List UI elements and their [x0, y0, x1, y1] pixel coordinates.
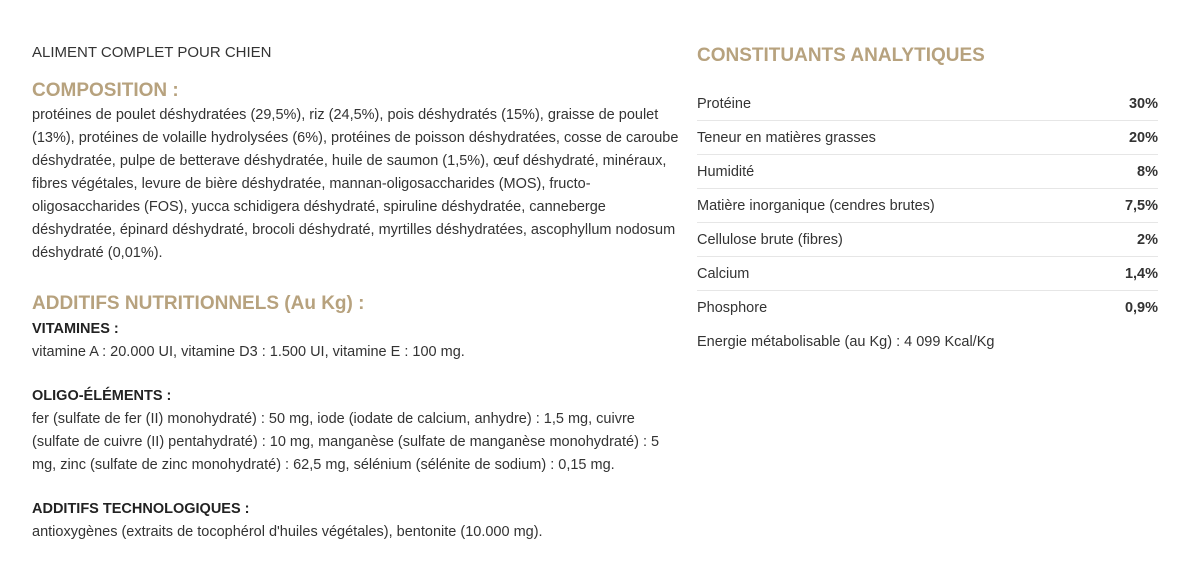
composition-column: [32, 44, 682, 544]
energy-text: Energie métabolisable (au Kg) : 4 099 Kcal/Kg: [697, 334, 995, 350]
row-label: Teneur en matières grasses: [697, 121, 1102, 155]
analytics-column: [697, 44, 1158, 367]
row-value: 1,4%: [1102, 257, 1158, 291]
composition-heading: COMPOSITION :: [32, 80, 179, 101]
row-label: Protéine: [697, 87, 1102, 121]
row-value: 0,9%: [1124, 299, 1158, 316]
oligo-title: OLIGO-ÉLÉMENTS :: [32, 388, 172, 404]
row-label: Matière inorganique (cendres brutes): [697, 189, 1102, 223]
table-row: [697, 121, 1158, 155]
table-row: [697, 223, 1158, 257]
row-label: Cellulose brute (fibres): [697, 223, 1102, 257]
row-label: Humidité: [697, 155, 1102, 189]
row-value: 2%: [1102, 223, 1158, 257]
analytics-table: [697, 87, 1158, 324]
table-row: [697, 189, 1158, 223]
row-value: 8%: [1102, 155, 1158, 189]
composition-text: protéines de poulet déshydratées (29,5%), riz (24,5%), pois déshydratés (15%), graisse de poulet (13%), protéines de volaille hydrolysées (6%), protéines de poisson déshydratées, cosse de caroube déshydratée, pulpe de betterave déshydratée, huile de saumon (1,5%), œuf déshydraté, minéraux, fibres végétales, levure de bière déshydratée, mannan-oligosaccharides (MOS), fructo-oligosaccharides (FOS), yucca schidigera déshydraté, spiruline déshydratée, canneberge déshydratée, épinard déshydraté, brocoli déshydraté, myrtilles déshydratées, ascophyllum nodosum déshydraté (0,01%).: [32, 107, 679, 261]
techno-title: ADDITIFS TECHNOLOGIQUES :: [32, 501, 250, 517]
row-value: 20%: [1102, 121, 1158, 155]
product-type: ALIMENT COMPLET POUR CHIEN: [32, 44, 272, 61]
table-row: [697, 257, 1158, 291]
additifs-heading: ADDITIFS NUTRITIONNELS (Au Kg) :: [32, 293, 365, 314]
oligo-text: fer (sulfate de fer (II) monohydraté) : 50 mg, iode (iodate de calcium, anhydre) : 1,5 mg, cuivre (sulfate de cuivre (II) pentahydraté) : 10 mg, manganèse (sulfate de manganèse monohydraté) : 5 mg, zinc (sulfate de zinc monohydraté) : 62,5 mg, sélénium (sélénite de sodium) : 0,15 mg.: [32, 411, 660, 473]
row-label: Calcium: [697, 257, 1102, 291]
techno-text: antioxygènes (extraits de tocophérol d'huiles végétales), bentonite (10.000 mg).: [32, 524, 543, 540]
row-value: 30%: [1102, 87, 1158, 121]
table-row: [697, 155, 1158, 189]
row-label: Phosphore: [697, 299, 768, 316]
analytics-heading: CONSTITUANTS ANALYTIQUES: [697, 45, 985, 66]
vitamines-text: vitamine A : 20.000 UI, vitamine D3 : 1.500 UI, vitamine E : 100 mg.: [32, 344, 465, 360]
row-value: 7,5%: [1102, 189, 1158, 223]
table-row: [697, 87, 1158, 121]
table-row: [697, 291, 1158, 325]
vitamines-title: VITAMINES :: [32, 321, 119, 337]
